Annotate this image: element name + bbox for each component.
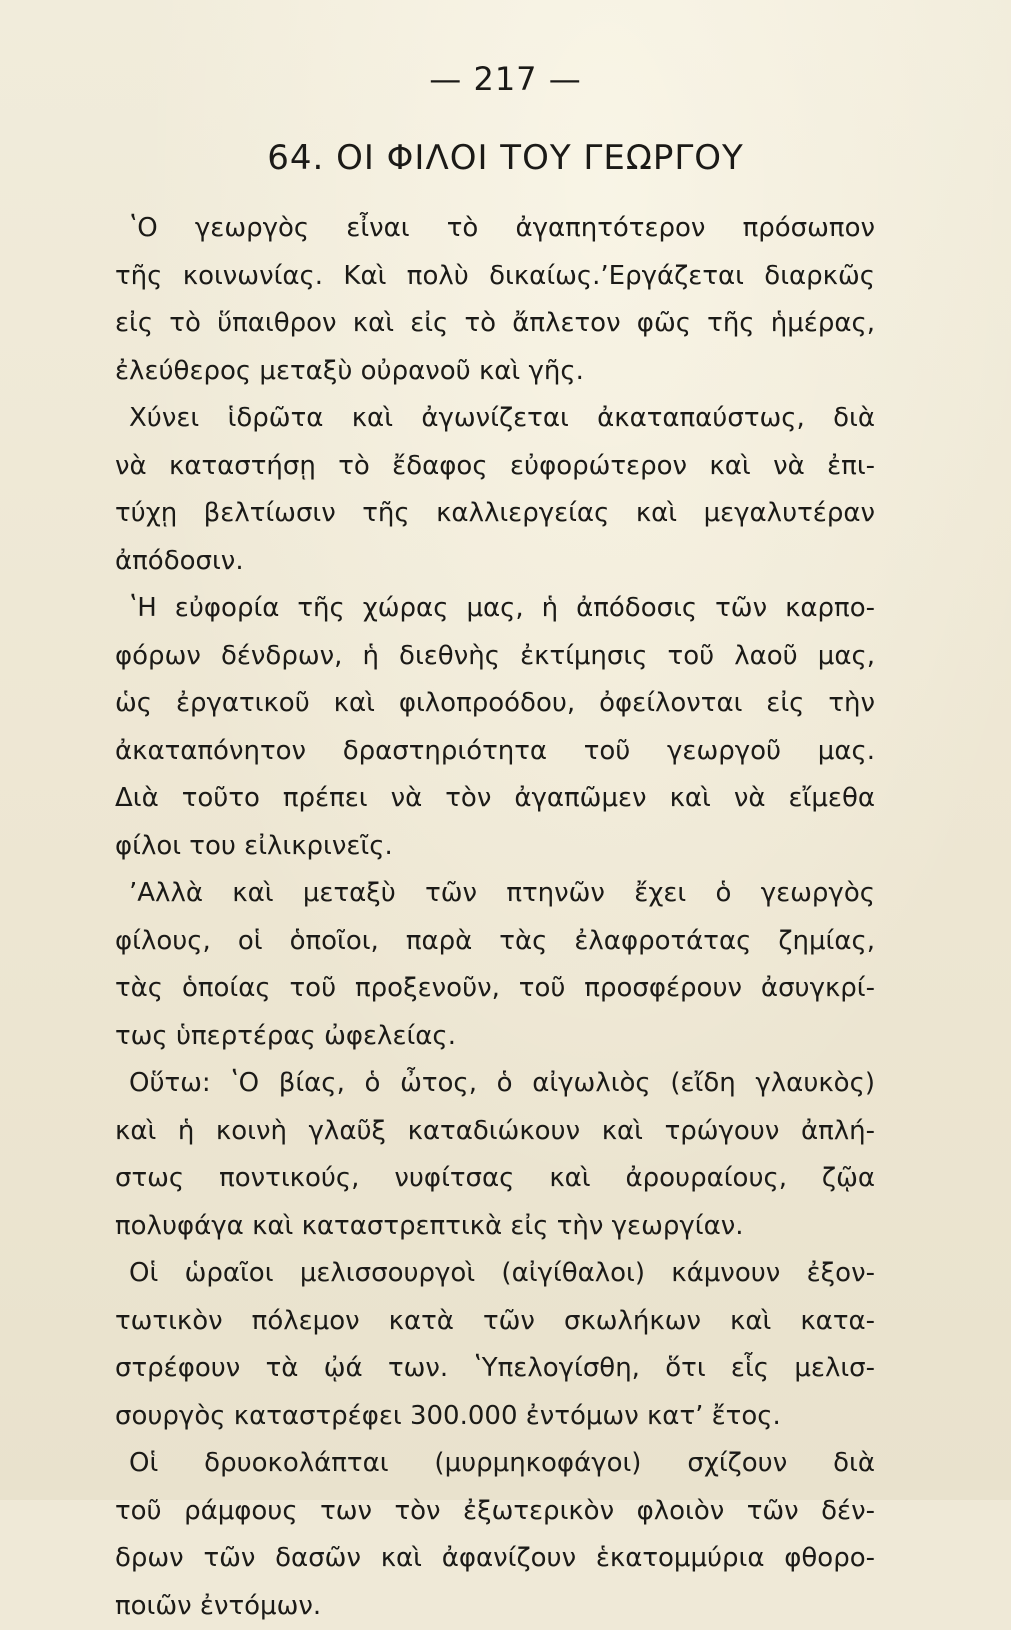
text-line: ποιῶν ἐντόμων. bbox=[115, 1583, 875, 1630]
text-line: Οὕτω: ʽΟ βίας, ὁ ὦτος, ὁ αἰγωλιὸς (εἴδη γλαυκὸς) bbox=[115, 1060, 875, 1108]
text-line: Χύνει ἱδρῶτα καὶ ἀγωνίζεται ἀκαταπαύστως, διὰ bbox=[115, 395, 875, 443]
paragraph-7 bbox=[115, 1440, 875, 1630]
text-line: ἀπόδοσιν. bbox=[115, 538, 875, 586]
text-line: ʼΑλλὰ καὶ μεταξὺ τῶν πτηνῶν ἔχει ὁ γεωργὸς bbox=[115, 870, 875, 918]
text-line: τύχῃ βελτίωσιν τῆς καλλιεργείας καὶ μεγαλυτέραν bbox=[115, 490, 875, 538]
text-line: δρων τῶν δασῶν καὶ ἀφανίζουν ἑκατομμύρια φθορο- bbox=[115, 1535, 875, 1583]
paragraph-3 bbox=[115, 585, 875, 870]
paragraph-6 bbox=[115, 1250, 875, 1440]
text-line: Οἱ δρυοκολάπται (μυρμηκοφάγοι) σχίζουν διὰ bbox=[115, 1440, 875, 1488]
text-line: ἐλεύθερος μεταξὺ οὐρανοῦ καὶ γῆς. bbox=[115, 348, 875, 396]
text-line: στως ποντικούς, νυφίτσας καὶ ἀρουραίους, ζῷα bbox=[115, 1155, 875, 1203]
paragraph-5 bbox=[115, 1060, 875, 1250]
text-line: εἰς τὸ ὕπαιθρον καὶ εἰς τὸ ἄπλετον φῶς τῆς ἡμέρας, bbox=[115, 300, 875, 348]
text-line: στρέφουν τὰ ᾠά των. ʽΥπελογίσθη, ὅτι εἷς μελισ- bbox=[115, 1345, 875, 1393]
text-line: τωτικὸν πόλεμον κατὰ τῶν σκωλήκων καὶ κατα- bbox=[115, 1298, 875, 1346]
text-line: καὶ ἡ κοινὴ γλαῦξ καταδιώκουν καὶ τρώγουν ἀπλή- bbox=[115, 1108, 875, 1156]
text-line: ʽΟ γεωργὸς εἶναι τὸ ἀγαπητότερον πρόσωπον bbox=[115, 205, 875, 253]
text-line: νὰ καταστήσῃ τὸ ἔδαφος εὐφορώτερον καὶ νὰ ἐπι- bbox=[115, 443, 875, 491]
chapter-title: 64. ΟΙ ΦΙΛΟΙ ΤΟΥ ΓΕΩΡΓΟΥ bbox=[0, 138, 1011, 178]
text-line: ἀκαταπόνητον δραστηριότητα τοῦ γεωργοῦ μας. bbox=[115, 728, 875, 776]
text-line: φίλοι του εἰλικρινεῖς. bbox=[115, 823, 875, 871]
text-line: τὰς ὁποίας τοῦ προξενοῦν, τοῦ προσφέρουν ἀσυγκρί- bbox=[115, 965, 875, 1013]
body-text bbox=[115, 205, 875, 1630]
text-line: Οἱ ὡραῖοι μελισσουργοὶ (αἰγίθαλοι) κάμνουν ἐξον- bbox=[115, 1250, 875, 1298]
paragraph-4 bbox=[115, 870, 875, 1060]
text-line: ʽΗ εὐφορία τῆς χώρας μας, ἡ ἀπόδοσις τῶν καρπο- bbox=[115, 585, 875, 633]
text-line: Διὰ τοῦτο πρέπει νὰ τὸν ἀγαπῶμεν καὶ νὰ εἴμεθα bbox=[115, 775, 875, 823]
paragraph-1 bbox=[115, 205, 875, 395]
text-line: τοῦ ράμφους των τὸν ἐξωτερικὸν φλοιὸν τῶν δέν- bbox=[115, 1488, 875, 1536]
text-line: σουργὸς καταστρέφει 300.000 ἐντόμων κατʼ ἔτος. bbox=[115, 1393, 875, 1441]
text-line: φίλους, οἱ ὁποῖοι, παρὰ τὰς ἐλαφροτάτας ζημίας, bbox=[115, 918, 875, 966]
text-line: τῆς κοινωνίας. Καὶ πολὺ δικαίως.ʼΕργάζεται διαρκῶς bbox=[115, 253, 875, 301]
page-number: — 217 — bbox=[0, 60, 1011, 98]
text-line: ὡς ἐργατικοῦ καὶ φιλοπροόδου, ὀφείλονται εἰς τὴν bbox=[115, 680, 875, 728]
text-line: τως ὑπερτέρας ὠφελείας. bbox=[115, 1013, 875, 1061]
text-line: πολυφάγα καὶ καταστρεπτικὰ εἰς τὴν γεωργίαν. bbox=[115, 1203, 875, 1251]
paragraph-2 bbox=[115, 395, 875, 585]
text-line: φόρων δένδρων, ἡ διεθνὴς ἐκτίμησις τοῦ λαοῦ μας, bbox=[115, 633, 875, 681]
